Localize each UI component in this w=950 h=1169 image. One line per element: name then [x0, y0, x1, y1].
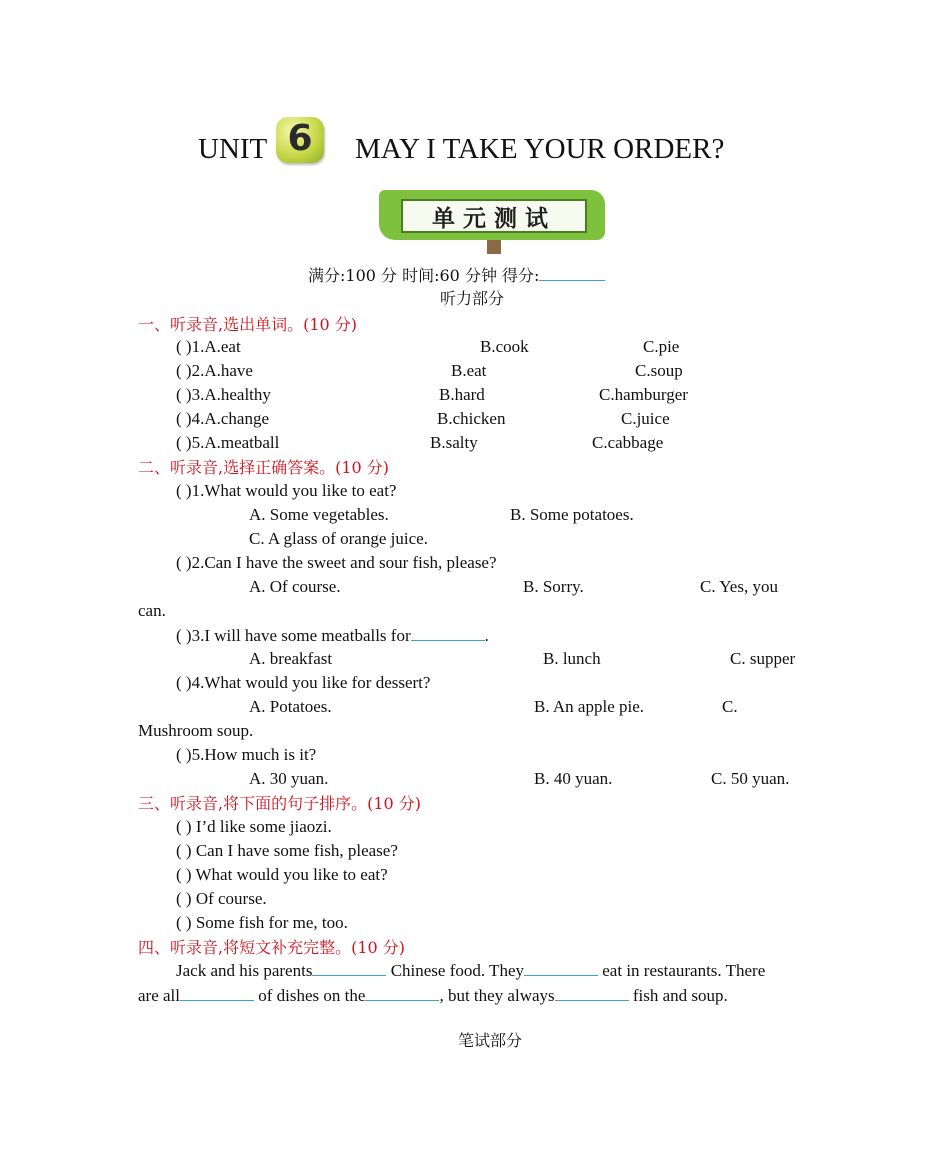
s1-q2-c: C.soup [635, 361, 683, 380]
s1-q5-c: C.cabbage [592, 433, 664, 452]
s1-q4: ( )4.A.change [176, 409, 269, 428]
section-1-title: 一、听录音,选出单词。(10 分) [138, 315, 358, 334]
s1-q4-b: B.chicken [437, 409, 506, 428]
banner-post [487, 240, 501, 254]
s1-q5: ( )5.A.meatball [176, 433, 280, 452]
score-line [308, 263, 605, 288]
s3-item-4: ( ) Of course. [176, 889, 267, 908]
s4-blank-2 [524, 958, 598, 976]
s2-q2: ( )2.Can I have the sweet and sour fish, please? [176, 553, 497, 572]
unit-number: 6 [287, 118, 313, 159]
s1-q1-b: B.cook [480, 337, 529, 356]
s1-q2-b: B.eat [451, 361, 487, 380]
s4-text-6: , but they always [439, 986, 555, 1005]
s2-q1-c: C. A glass of orange juice. [249, 529, 428, 548]
s2-q4-b: B. An apple pie. [534, 697, 645, 716]
title-unit-label: UNIT [198, 133, 268, 165]
s1-q3-b: B.hard [439, 385, 485, 404]
s3-item-2: ( ) Can I have some fish, please? [176, 841, 398, 860]
banner-text: 单元测试 [432, 206, 556, 232]
s2-q5-b: B. 40 yuan. [534, 769, 613, 788]
s2-q2-a: A. Of course. [249, 577, 341, 596]
s2-q2-c-cont: can. [138, 601, 166, 620]
s2-q4-a: A. Potatoes. [249, 697, 332, 716]
s2-q4-c-cont: Mushroom soup. [138, 721, 254, 740]
s1-q5-b: B.salty [430, 433, 478, 452]
s2-q5-a: A. 30 yuan. [249, 769, 329, 788]
s2-q3 [176, 623, 489, 648]
s1-q1-c: C.pie [643, 337, 680, 356]
s2-q1-a: A. Some vegetables. [249, 505, 389, 524]
s4-line-2 [138, 983, 728, 1008]
s3-item-3: ( ) What would you like to eat? [176, 865, 388, 884]
page-title: MAY I TAKE YOUR ORDER? [355, 133, 725, 165]
s3-item-5: ( ) Some fish for me, too. [176, 913, 348, 932]
s2-q2-c: C. Yes, you [700, 577, 778, 596]
unit-test-banner [379, 188, 607, 254]
s4-blank-3 [180, 983, 254, 1001]
s4-blank-5 [555, 983, 629, 1001]
s4-text-4: are all [138, 986, 180, 1005]
s2-q1-b: B. Some potatoes. [510, 505, 634, 524]
s2-q5-c: C. 50 yuan. [711, 769, 790, 788]
s4-blank-1 [312, 958, 386, 976]
s2-q3-blank [411, 623, 485, 641]
s2-q4: ( )4.What would you like for dessert? [176, 673, 431, 692]
s1-q3: ( )3.A.healthy [176, 385, 271, 404]
s4-text-3: eat in restaurants. There [598, 961, 766, 980]
section-3-title: 三、听录音,将下面的句子排序。(10 分) [138, 794, 422, 813]
s4-text-1: Jack and his parents [176, 961, 313, 980]
section-4-title: 四、听录音,将短文补充完整。(10 分) [138, 938, 406, 957]
listening-heading: 听力部分 [440, 289, 505, 308]
s4-line-1 [176, 958, 765, 983]
s3-item-1: ( ) I’d like some jiaozi. [176, 817, 332, 836]
s2-q2-b: B. Sorry. [523, 577, 584, 596]
unit-number-badge [276, 117, 324, 163]
section-2-title: 二、听录音,选择正确答案。(10 分) [138, 458, 390, 477]
s1-q4-c: C.juice [621, 409, 670, 428]
s2-q1: ( )1.What would you like to eat? [176, 481, 397, 500]
s2-q3-text: ( )3.I will have some meatballs for [176, 626, 411, 645]
s4-text-7: fish and soup. [628, 986, 728, 1005]
s2-q3-a: A. breakfast [249, 649, 333, 668]
s2-q3-c: C. supper [730, 649, 796, 668]
s2-q3-period: . [484, 626, 489, 645]
s2-q3-b: B. lunch [543, 649, 601, 668]
s2-q5: ( )5.How much is it? [176, 745, 317, 764]
s1-q1: ( )1.A.eat [176, 337, 241, 356]
s4-blank-4 [365, 983, 439, 1001]
score-line-text: 满分:100 分 时间:60 分钟 得分: [308, 266, 540, 285]
s2-q4-c: C. [722, 697, 738, 716]
s1-q2: ( )2.A.have [176, 361, 253, 380]
s4-text-2: Chinese food. They [386, 961, 524, 980]
writing-heading: 笔试部分 [458, 1031, 523, 1050]
s4-text-5: of dishes on the [254, 986, 366, 1005]
score-blank [539, 263, 605, 281]
s1-q3-c: C.hamburger [599, 385, 688, 404]
